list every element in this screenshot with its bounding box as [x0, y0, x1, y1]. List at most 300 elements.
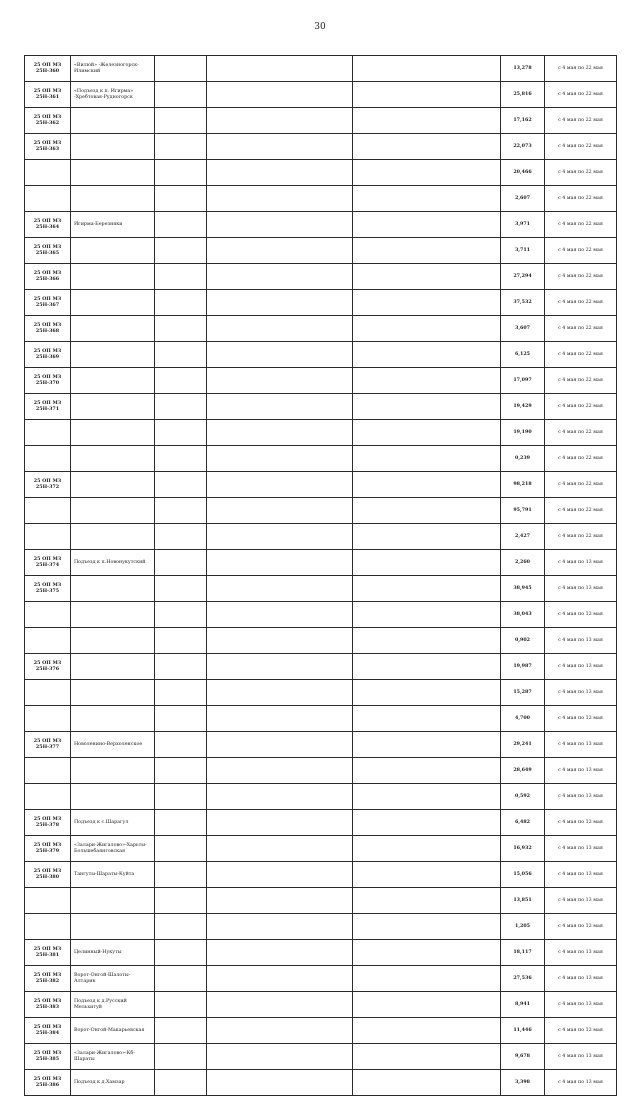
restriction-period-cell: с 4 мая по 22 мая [545, 342, 617, 368]
district-cell [155, 862, 207, 888]
road-code-cell [25, 186, 71, 212]
district-cell [155, 446, 207, 472]
table-row [25, 290, 617, 316]
table-row [25, 602, 617, 628]
segment-start-cell [207, 56, 353, 82]
restriction-period-cell: с 4 мая по 13 мая [545, 992, 617, 1018]
road-code-cell: 25 ОП МЗ 25Н-378 [25, 810, 71, 836]
road-name-cell [71, 784, 155, 810]
road-code-cell: 25 ОП МЗ 25Н-386 [25, 1070, 71, 1096]
segment-end-cell [353, 108, 501, 134]
table-row [25, 186, 617, 212]
road-code-cell: 25 ОП МЗ 25Н-385 [25, 1044, 71, 1070]
segment-start-cell [207, 368, 353, 394]
segment-end-cell [353, 238, 501, 264]
road-name-cell [71, 472, 155, 498]
length-km-cell: 37,532 [501, 290, 545, 316]
length-km-cell: 19,190 [501, 420, 545, 446]
segment-start-cell [207, 212, 353, 238]
segment-start-cell [207, 940, 353, 966]
segment-end-cell [353, 732, 501, 758]
length-km-cell: 0,902 [501, 628, 545, 654]
table-row [25, 1018, 617, 1044]
restriction-period-cell: с 4 мая по 13 мая [545, 654, 617, 680]
table-row [25, 342, 617, 368]
length-km-cell: 19,987 [501, 654, 545, 680]
district-cell [155, 524, 207, 550]
segment-end-cell [353, 290, 501, 316]
road-name-cell: Подъезд к с.Шарагул [71, 810, 155, 836]
road-name-cell [71, 264, 155, 290]
segment-start-cell [207, 732, 353, 758]
segment-end-cell [353, 160, 501, 186]
restriction-period-cell: с 4 мая по 22 мая [545, 498, 617, 524]
segment-start-cell [207, 836, 353, 862]
length-km-cell: 11,446 [501, 1018, 545, 1044]
table-row [25, 706, 617, 732]
segment-start-cell [207, 914, 353, 940]
road-code-cell [25, 706, 71, 732]
road-name-cell: Целинный-Нукуты [71, 940, 155, 966]
segment-end-cell [353, 316, 501, 342]
district-cell [155, 108, 207, 134]
segment-end-cell [353, 628, 501, 654]
road-name-cell [71, 290, 155, 316]
road-code-cell: 25 ОП МЗ 25Н-361 [25, 82, 71, 108]
district-cell [155, 212, 207, 238]
segment-start-cell [207, 602, 353, 628]
restriction-period-cell: с 4 мая по 22 мая [545, 108, 617, 134]
segment-end-cell [353, 810, 501, 836]
length-km-cell: 4,700 [501, 706, 545, 732]
length-km-cell: 3,711 [501, 238, 545, 264]
segment-end-cell [353, 836, 501, 862]
district-cell [155, 758, 207, 784]
segment-start-cell [207, 134, 353, 160]
table-row [25, 862, 617, 888]
restriction-period-cell: с 4 мая по 13 мая [545, 784, 617, 810]
table-row [25, 264, 617, 290]
segment-end-cell [353, 498, 501, 524]
table-row [25, 966, 617, 992]
road-code-cell [25, 524, 71, 550]
restriction-period-cell: с 4 мая по 13 мая [545, 914, 617, 940]
district-cell [155, 576, 207, 602]
length-km-cell: 38,945 [501, 576, 545, 602]
segment-end-cell [353, 472, 501, 498]
segment-end-cell [353, 992, 501, 1018]
restriction-period-cell: с 4 мая по 22 мая [545, 212, 617, 238]
segment-start-cell [207, 472, 353, 498]
road-name-cell: Тангуты-Шараты-Куйта [71, 862, 155, 888]
segment-end-cell [353, 862, 501, 888]
road-code-cell: 25 ОП МЗ 25Н-365 [25, 238, 71, 264]
segment-start-cell [207, 498, 353, 524]
road-code-cell [25, 446, 71, 472]
length-km-cell: 3,607 [501, 316, 545, 342]
length-km-cell: 15,056 [501, 862, 545, 888]
length-km-cell: 27,294 [501, 264, 545, 290]
road-name-cell [71, 706, 155, 732]
document-table-container [24, 55, 616, 1088]
roads-table [24, 55, 617, 1096]
district-cell [155, 290, 207, 316]
road-code-cell [25, 680, 71, 706]
restriction-period-cell: с 4 мая по 13 мая [545, 1070, 617, 1096]
road-code-cell [25, 628, 71, 654]
segment-start-cell [207, 1070, 353, 1096]
table-row [25, 420, 617, 446]
length-km-cell: 16,932 [501, 836, 545, 862]
segment-end-cell [353, 602, 501, 628]
table-row [25, 368, 617, 394]
restriction-period-cell: с 4 мая по 13 мая [545, 1044, 617, 1070]
road-code-cell: 25 ОП МЗ 25Н-374 [25, 550, 71, 576]
restriction-period-cell: с 4 мая по 22 мая [545, 368, 617, 394]
district-cell [155, 1018, 207, 1044]
restriction-period-cell: с 4 мая по 22 мая [545, 56, 617, 82]
road-name-cell [71, 394, 155, 420]
table-row [25, 498, 617, 524]
district-cell [155, 810, 207, 836]
segment-start-cell [207, 290, 353, 316]
restriction-period-cell: с 4 мая по 13 мая [545, 810, 617, 836]
length-km-cell: 0,239 [501, 446, 545, 472]
road-code-cell: 25 ОП МЗ 25Н-383 [25, 992, 71, 1018]
length-km-cell: 2,607 [501, 186, 545, 212]
road-name-cell [71, 368, 155, 394]
table-row [25, 394, 617, 420]
segment-start-cell [207, 680, 353, 706]
length-km-cell: 25,816 [501, 82, 545, 108]
road-name-cell: Подъезд к п.Новонукутский [71, 550, 155, 576]
road-name-cell: Новоленино-Верхоленское [71, 732, 155, 758]
length-km-cell: 98,218 [501, 472, 545, 498]
restriction-period-cell: с 4 мая по 22 мая [545, 264, 617, 290]
district-cell [155, 134, 207, 160]
restriction-period-cell: с 4 мая по 13 мая [545, 862, 617, 888]
table-row [25, 992, 617, 1018]
table-row [25, 212, 617, 238]
district-cell [155, 82, 207, 108]
table-row [25, 56, 617, 82]
length-km-cell: 1,205 [501, 914, 545, 940]
restriction-period-cell: с 4 мая по 22 мая [545, 238, 617, 264]
length-km-cell: 8,941 [501, 992, 545, 1018]
table-row [25, 576, 617, 602]
table-row [25, 888, 617, 914]
road-code-cell: 25 ОП МЗ 25Н-364 [25, 212, 71, 238]
segment-start-cell [207, 550, 353, 576]
segment-end-cell [353, 966, 501, 992]
restriction-period-cell: с 4 мая по 22 мая [545, 160, 617, 186]
segment-end-cell [353, 368, 501, 394]
road-name-cell [71, 680, 155, 706]
road-name-cell: «Вилюй» -Железногорск-Илимский [71, 56, 155, 82]
segment-end-cell [353, 446, 501, 472]
restriction-period-cell: с 4 мая по 22 мая [545, 394, 617, 420]
district-cell [155, 628, 207, 654]
table-row [25, 134, 617, 160]
segment-start-cell [207, 264, 353, 290]
restriction-period-cell: с 4 мая по 22 мая [545, 186, 617, 212]
segment-start-cell [207, 342, 353, 368]
length-km-cell: 17,097 [501, 368, 545, 394]
district-cell [155, 498, 207, 524]
road-name-cell: Ворот-Онгой-Шалоты-Алтарик [71, 966, 155, 992]
restriction-period-cell: с 4 мая по 22 мая [545, 446, 617, 472]
table-row [25, 108, 617, 134]
restriction-period-cell: с 4 мая по 22 мая [545, 134, 617, 160]
district-cell [155, 368, 207, 394]
district-cell [155, 550, 207, 576]
segment-start-cell [207, 1044, 353, 1070]
segment-end-cell [353, 186, 501, 212]
road-name-cell [71, 602, 155, 628]
segment-end-cell [353, 342, 501, 368]
restriction-period-cell: с 4 мая по 13 мая [545, 576, 617, 602]
segment-start-cell [207, 160, 353, 186]
restriction-period-cell: с 4 мая по 13 мая [545, 1018, 617, 1044]
road-name-cell: Подъезд к д.Хамзар [71, 1070, 155, 1096]
table-row [25, 316, 617, 342]
length-km-cell: 27,536 [501, 966, 545, 992]
segment-end-cell [353, 212, 501, 238]
road-code-cell: 25 ОП МЗ 25Н-360 [25, 56, 71, 82]
district-cell [155, 914, 207, 940]
road-name-cell [71, 160, 155, 186]
district-cell [155, 940, 207, 966]
road-name-cell [71, 238, 155, 264]
segment-end-cell [353, 1070, 501, 1096]
restriction-period-cell: с 4 мая по 13 мая [545, 628, 617, 654]
table-row [25, 654, 617, 680]
segment-start-cell [207, 576, 353, 602]
table-row [25, 784, 617, 810]
road-name-cell [71, 420, 155, 446]
segment-start-cell [207, 316, 353, 342]
page-number: 30 [314, 22, 326, 32]
road-code-cell: 25 ОП МЗ 25Н-367 [25, 290, 71, 316]
segment-start-cell [207, 524, 353, 550]
road-name-cell [71, 628, 155, 654]
segment-start-cell [207, 888, 353, 914]
segment-start-cell [207, 186, 353, 212]
restriction-period-cell: с 4 мая по 13 мая [545, 706, 617, 732]
road-name-cell [71, 654, 155, 680]
table-row [25, 472, 617, 498]
road-code-cell [25, 758, 71, 784]
segment-end-cell [353, 784, 501, 810]
length-km-cell: 22,073 [501, 134, 545, 160]
segment-start-cell [207, 810, 353, 836]
segment-end-cell [353, 524, 501, 550]
table-row [25, 1044, 617, 1070]
restriction-period-cell: с 4 мая по 22 мая [545, 290, 617, 316]
table-row [25, 810, 617, 836]
road-code-cell: 25 ОП МЗ 25Н-381 [25, 940, 71, 966]
road-code-cell: 25 ОП МЗ 25Н-382 [25, 966, 71, 992]
length-km-cell: 29,241 [501, 732, 545, 758]
roads-table-body [25, 56, 617, 1096]
segment-end-cell [353, 264, 501, 290]
road-code-cell: 25 ОП МЗ 25Н-366 [25, 264, 71, 290]
road-code-cell [25, 888, 71, 914]
road-name-cell [71, 342, 155, 368]
district-cell [155, 836, 207, 862]
segment-start-cell [207, 706, 353, 732]
length-km-cell: 17,162 [501, 108, 545, 134]
table-row [25, 550, 617, 576]
length-km-cell: 2,260 [501, 550, 545, 576]
segment-start-cell [207, 628, 353, 654]
road-code-cell: 25 ОП МЗ 25Н-368 [25, 316, 71, 342]
road-name-cell: «Залари-Жигалово»-Харьты-Большебаянговская [71, 836, 155, 862]
segment-end-cell [353, 706, 501, 732]
road-name-cell [71, 316, 155, 342]
table-row [25, 836, 617, 862]
segment-start-cell [207, 654, 353, 680]
restriction-period-cell: с 4 мая по 13 мая [545, 758, 617, 784]
road-name-cell: Подъезд к д.Русский Мельхитуй [71, 992, 155, 1018]
road-code-cell [25, 914, 71, 940]
length-km-cell: 6,482 [501, 810, 545, 836]
road-name-cell [71, 914, 155, 940]
district-cell [155, 602, 207, 628]
length-km-cell: 19,429 [501, 394, 545, 420]
segment-end-cell [353, 82, 501, 108]
segment-end-cell [353, 1018, 501, 1044]
district-cell [155, 1044, 207, 1070]
road-name-cell [71, 888, 155, 914]
segment-end-cell [353, 1044, 501, 1070]
road-name-cell [71, 576, 155, 602]
road-code-cell: 25 ОП МЗ 25Н-384 [25, 1018, 71, 1044]
segment-end-cell [353, 680, 501, 706]
segment-start-cell [207, 420, 353, 446]
road-name-cell [71, 498, 155, 524]
table-row [25, 758, 617, 784]
road-code-cell: 25 ОП МЗ 25Н-362 [25, 108, 71, 134]
length-km-cell: 15,287 [501, 680, 545, 706]
road-code-cell [25, 498, 71, 524]
restriction-period-cell: с 4 мая по 13 мая [545, 940, 617, 966]
length-km-cell: 3,971 [501, 212, 545, 238]
road-code-cell: 25 ОП МЗ 25Н-369 [25, 342, 71, 368]
segment-start-cell [207, 784, 353, 810]
segment-end-cell [353, 576, 501, 602]
road-code-cell: 25 ОП МЗ 25Н-379 [25, 836, 71, 862]
table-row [25, 914, 617, 940]
segment-start-cell [207, 758, 353, 784]
road-code-cell: 25 ОП МЗ 25Н-375 [25, 576, 71, 602]
road-name-cell [71, 134, 155, 160]
district-cell [155, 160, 207, 186]
road-name-cell [71, 524, 155, 550]
length-km-cell: 6,125 [501, 342, 545, 368]
segment-end-cell [353, 914, 501, 940]
road-name-cell [71, 758, 155, 784]
table-row [25, 1070, 617, 1096]
road-code-cell: 25 ОП МЗ 25Н-371 [25, 394, 71, 420]
road-code-cell [25, 784, 71, 810]
road-code-cell: 25 ОП МЗ 25Н-363 [25, 134, 71, 160]
district-cell [155, 238, 207, 264]
segment-start-cell [207, 862, 353, 888]
table-row [25, 82, 617, 108]
road-code-cell: 25 ОП МЗ 25Н-370 [25, 368, 71, 394]
table-row [25, 732, 617, 758]
road-code-cell [25, 602, 71, 628]
restriction-period-cell: с 4 мая по 22 мая [545, 316, 617, 342]
segment-end-cell [353, 654, 501, 680]
segment-end-cell [353, 888, 501, 914]
table-row [25, 160, 617, 186]
road-name-cell [71, 446, 155, 472]
length-km-cell: 28,649 [501, 758, 545, 784]
road-name-cell: «Залари-Жигалово»-Кб-Шараты [71, 1044, 155, 1070]
segment-end-cell [353, 940, 501, 966]
road-code-cell: 25 ОП МЗ 25Н-376 [25, 654, 71, 680]
district-cell [155, 394, 207, 420]
district-cell [155, 706, 207, 732]
length-km-cell: 20,466 [501, 160, 545, 186]
segment-end-cell [353, 420, 501, 446]
segment-end-cell [353, 550, 501, 576]
restriction-period-cell: с 4 мая по 13 мая [545, 966, 617, 992]
segment-end-cell [353, 134, 501, 160]
segment-end-cell [353, 394, 501, 420]
restriction-period-cell: с 4 мая по 13 мая [545, 732, 617, 758]
segment-end-cell [353, 56, 501, 82]
length-km-cell: 38,043 [501, 602, 545, 628]
restriction-period-cell: с 4 мая по 13 мая [545, 550, 617, 576]
district-cell [155, 732, 207, 758]
district-cell [155, 784, 207, 810]
district-cell [155, 264, 207, 290]
segment-start-cell [207, 966, 353, 992]
road-name-cell: Ворот-Онгой-Макарьевская [71, 1018, 155, 1044]
restriction-period-cell: с 4 мая по 13 мая [545, 602, 617, 628]
district-cell [155, 420, 207, 446]
table-row [25, 238, 617, 264]
district-cell [155, 186, 207, 212]
district-cell [155, 992, 207, 1018]
restriction-period-cell: с 4 мая по 22 мая [545, 472, 617, 498]
road-code-cell [25, 160, 71, 186]
district-cell [155, 888, 207, 914]
district-cell [155, 680, 207, 706]
length-km-cell: 0,592 [501, 784, 545, 810]
length-km-cell: 13,278 [501, 56, 545, 82]
segment-start-cell [207, 82, 353, 108]
restriction-period-cell: с 4 мая по 22 мая [545, 420, 617, 446]
district-cell [155, 342, 207, 368]
length-km-cell: 9,678 [501, 1044, 545, 1070]
segment-end-cell [353, 758, 501, 784]
road-code-cell: 25 ОП МЗ 25Н-380 [25, 862, 71, 888]
road-name-cell [71, 108, 155, 134]
length-km-cell: 95,791 [501, 498, 545, 524]
segment-start-cell [207, 446, 353, 472]
district-cell [155, 316, 207, 342]
district-cell [155, 56, 207, 82]
road-code-cell: 25 ОП МЗ 25Н-377 [25, 732, 71, 758]
district-cell [155, 654, 207, 680]
road-name-cell: Игирма-Березняки [71, 212, 155, 238]
table-row [25, 940, 617, 966]
table-row [25, 628, 617, 654]
